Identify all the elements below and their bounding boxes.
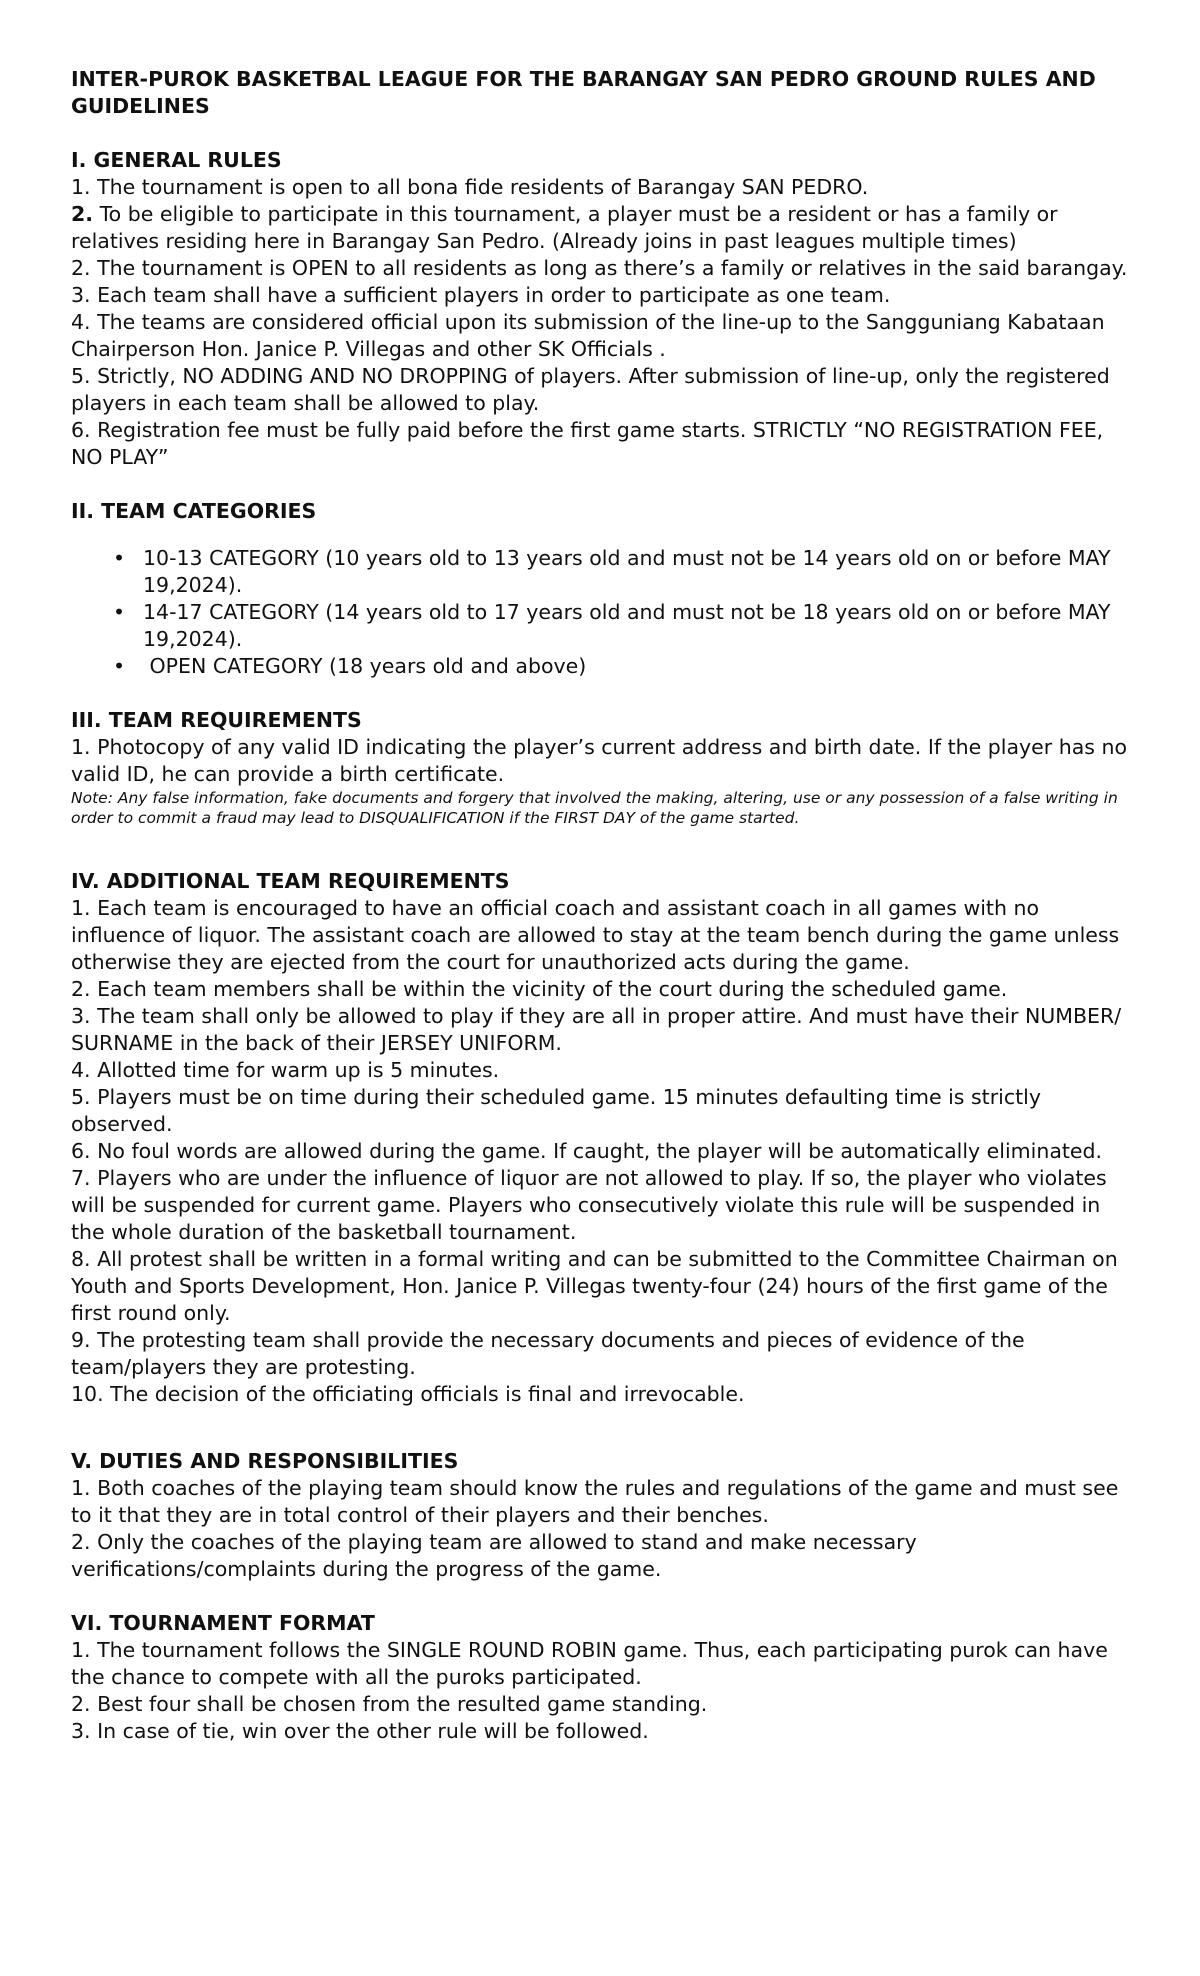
requirement-item: 2. Each team members shall be within the vicinity of the court during the scheduled game. (71, 977, 1008, 1001)
rule-number: 2. (71, 202, 94, 226)
category-text: 10-13 CATEGORY (10 years old to 13 years old and must not be 14 years old on or before MAY 19,2024). (143, 546, 1111, 597)
requirement-item: 8. All protest shall be written in a formal writing and can be submitted to the Committee Chairman on Youth and Sports Development, Hon. Janice P. Villegas twenty-four (24) hours of the first game of the first round only. (71, 1247, 1118, 1325)
requirement-item: 4. Allotted time for warm up is 5 minutes. (71, 1058, 500, 1082)
rule-item (71, 201, 1132, 255)
rule-text: To be eligible to participate in this tournament, a player must be a resident or has a family or relatives residing here in Barangay San Pedro. (Already joins in past leagues multiple times) (71, 202, 1058, 253)
category-item (113, 599, 1132, 653)
section-heading: VI. TOURNAMENT FORMAT (71, 1611, 375, 1635)
rule-item: 6. Registration fee must be fully paid before the first game starts. STRICTLY “NO REGISTRATION FEE, NO PLAY” (71, 418, 1104, 469)
section-heading: IV. ADDITIONAL TEAM REQUIREMENTS (71, 869, 510, 893)
format-item: 2. Best four shall be chosen from the resulted game standing. (71, 1692, 708, 1716)
category-list (71, 545, 1132, 680)
section-additional-requirements (71, 868, 1132, 1408)
requirement-item: 5. Players must be on time during their scheduled game. 15 minutes defaulting time is strictly observed. (71, 1085, 1041, 1136)
section-heading: III. TEAM REQUIREMENTS (71, 708, 362, 732)
bullet-icon: • (113, 546, 126, 570)
rule-item: 4. The teams are considered official upon its submission of the line-up to the Sangguniang Kabataan Chairperson Hon. Janice P. Villegas and other SK Officials . (71, 310, 1105, 361)
category-item (113, 653, 1132, 680)
section-team-categories (71, 498, 1132, 680)
rule-item: 2. The tournament is OPEN to all residents as long as there’s a family or relatives in the said barangay. (71, 256, 1128, 280)
section-tournament-format (71, 1610, 1132, 1745)
rule-item: 3. Each team shall have a sufficient players in order to participate as one team. (71, 283, 891, 307)
format-item: 1. The tournament follows the SINGLE ROUND ROBIN game. Thus, each participating purok can have the chance to compete with all the puroks participated. (71, 1638, 1108, 1689)
section-heading: II. TEAM CATEGORIES (71, 499, 317, 523)
rule-item: 5. Strictly, NO ADDING AND NO DROPPING of players. After submission of line-up, only the registered players in each team shall be allowed to play. (71, 364, 1110, 415)
section-team-requirements (71, 707, 1132, 828)
bullet-icon: • (113, 654, 126, 678)
requirement-item: 6. No foul words are allowed during the game. If caught, the player will be automatically eliminated. (71, 1139, 1103, 1163)
document-title: INTER-PUROK BASKETBAL LEAGUE FOR THE BARANGAY SAN PEDRO GROUND RULES AND GUIDELINES (71, 67, 1096, 118)
requirement-item: 10. The decision of the officiating officials is final and irrevocable. (71, 1382, 745, 1406)
bullet-icon: • (113, 600, 126, 624)
section-heading: V. DUTIES AND RESPONSIBILITIES (71, 1449, 459, 1473)
requirement-item: 1. Each team is encouraged to have an official coach and assistant coach in all games with no influence of liquor. The assistant coach are allowed to stay at the team bench during the game unless otherwise they are ejected from the court for unauthorized acts during the game. (71, 896, 1120, 974)
category-item (113, 545, 1132, 599)
category-text: OPEN CATEGORY (18 years old and above) (143, 654, 587, 678)
duty-item: 2. Only the coaches of the playing team are allowed to stand and make necessary verifications/complaints during the progress of the game. (71, 1530, 917, 1581)
category-text: 14-17 CATEGORY (14 years old to 17 years old and must not be 18 years old on or before MAY 19,2024). (143, 600, 1111, 651)
requirement-item: 7. Players who are under the influence of liquor are not allowed to play. If so, the player who violates will be suspended for current game. Players who consecutively violate this rule will be suspended in the whole duration of the basketball tournament. (71, 1166, 1107, 1244)
requirement-note: Note: Any false information, fake documents and forgery that involved the making, altering, use or any possession of a false writing in order to commit a fraud may lead to DISQUALIFICATION if the FIRST DAY of the game started. (71, 789, 1118, 827)
format-item: 3. In case of tie, win over the other rule will be followed. (71, 1719, 649, 1743)
requirement-item: 1. Photocopy of any valid ID indicating the player’s current address and birth date. If the player has no valid ID, he can provide a birth certificate. (71, 735, 1128, 786)
requirement-item: 9. The protesting team shall provide the necessary documents and pieces of evidence of the team/players they are protesting. (71, 1328, 1025, 1379)
section-duties (71, 1448, 1132, 1583)
section-heading: I. GENERAL RULES (71, 148, 282, 172)
requirement-item: 3. The team shall only be allowed to play if they are all in proper attire. And must have their NUMBER/ SURNAME in the back of their JERSEY UNIFORM. (71, 1004, 1122, 1055)
duty-item: 1. Both coaches of the playing team should know the rules and regulations of the game and must see to it that they are in total control of their players and their benches. (71, 1476, 1119, 1527)
section-general-rules (71, 147, 1132, 471)
rule-item: 1. The tournament is open to all bona fide residents of Barangay SAN PEDRO. (71, 175, 869, 199)
